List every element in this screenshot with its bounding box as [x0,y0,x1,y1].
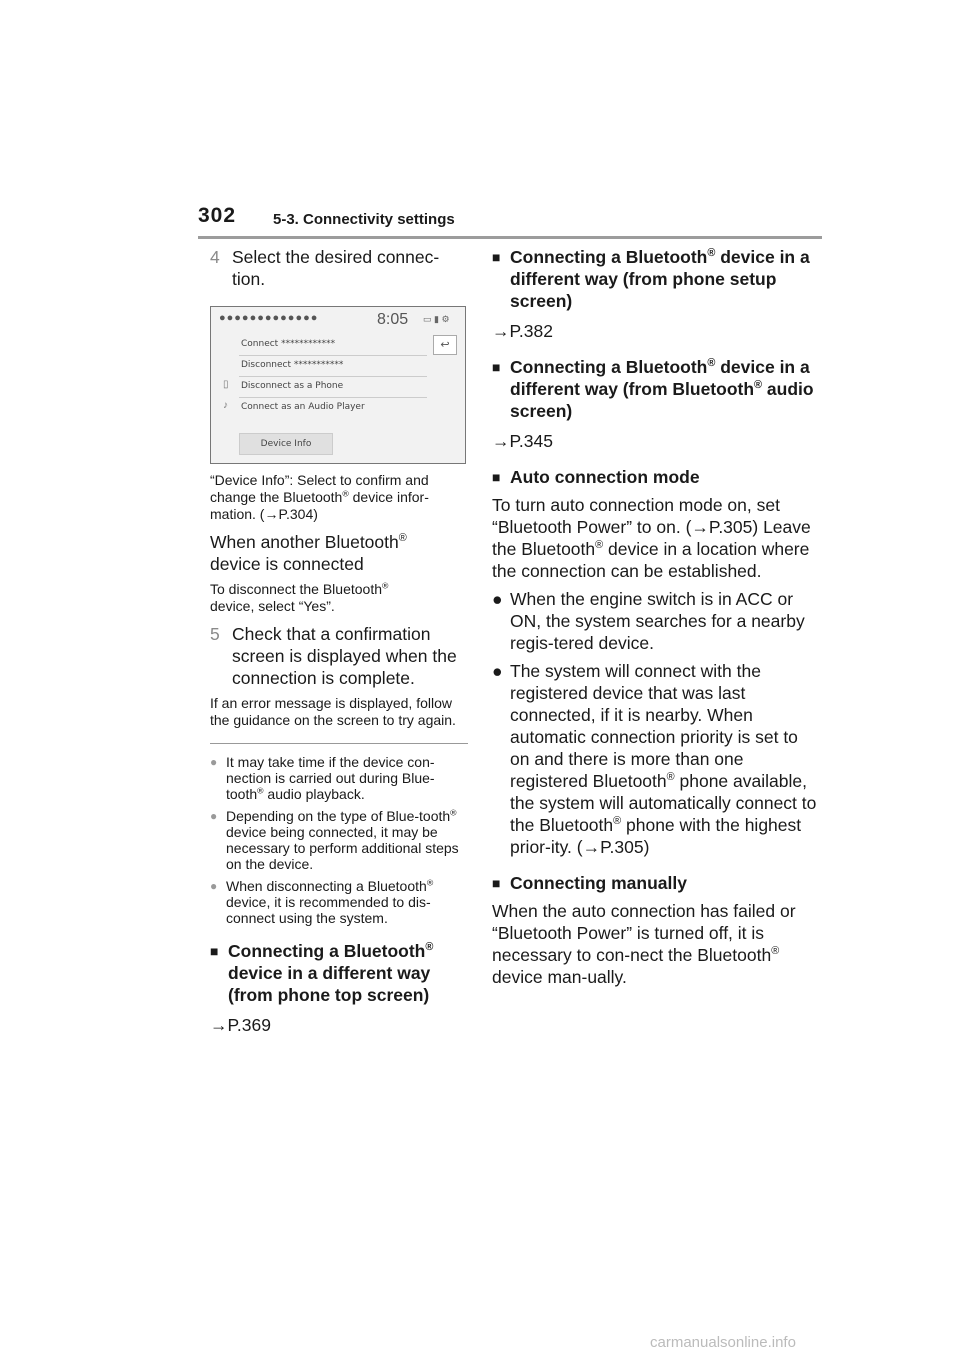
left-column [210,246,468,1046]
screen-status-bar [211,307,465,331]
step-text: Check that a confirmation screen is displayed when the connection is complete. [232,624,457,688]
square-bullet-icon: ■ [492,469,501,485]
back-icon[interactable]: ↩ [433,335,457,355]
divider [210,743,468,744]
device-screen-image [210,306,466,464]
square-bullet-icon: ■ [492,249,501,265]
screen-row-connect-audio[interactable]: Connect as an Audio Player [241,402,365,412]
note-item: ● Depending on the type of Blue-tooth® device being connected, it may be necessary to perform additional steps on the device. [210,807,459,872]
heading-phone-top: ■ Connecting a Bluetooth® device in a different way (from phone top screen) [210,941,434,1005]
when-another-heading: When another Bluetooth® device is connected [210,532,407,574]
divider [239,397,427,398]
list-item: ● When the engine switch is in ACC or ON, the system searches for a nearby regis-tered device. [492,589,805,653]
status-icons: ▭ ▮ ⚙ [423,314,450,324]
screen-clock: 8:05 [377,311,409,328]
step-number: 4 [210,247,220,267]
heading-auto: ■ Auto connection mode [492,467,700,487]
step-text: Select the desired connec-tion. [232,247,440,289]
note-item: ● When disconnecting a Bluetooth® device, it is recommended to dis-connect using the system. [210,877,434,926]
phone-icon: ▯ [223,379,229,390]
note-item: ● It may take time if the device con-nection is carried out during Blue-tooth® audio playback. [210,754,435,802]
device-name-masked: ●●●●●●●●●●●●● [219,312,319,324]
right-column [492,246,822,994]
page-reference-link[interactable]: →P.382 [492,321,553,341]
list-item: ● The system will connect with the registered device that was last connected, if it is nearby. When automatic connection priority is set to on and there is more than one registered Bluetooth® phone available, the system will automatically connect to the Bluetooth® phone with the highest prior-ity. (→P.305) [492,661,817,857]
step-number: 5 [210,624,220,644]
square-bullet-icon: ■ [492,875,501,891]
heading-audio: ■ Connecting a Bluetooth® device in a different way (from Bluetooth® audio screen) [492,357,814,421]
step-5 [210,623,468,689]
bullet-icon: ● [492,589,503,609]
square-bullet-icon: ■ [492,359,501,375]
bullet-icon: ● [210,809,218,823]
divider [239,355,427,356]
bullet-icon: ● [492,661,503,681]
screen-row-connect[interactable]: Connect ************ [241,339,336,349]
device-info-caption: “Device Info”: Select to confirm and change the Bluetooth® device infor-mation. (→P.304) [210,472,429,522]
bullet-icon: ● [210,755,218,769]
step-4 [210,246,468,290]
watermark: carmanualsonline.info [650,1334,796,1351]
audio-icon: ♪ [223,400,228,411]
auto-paragraph: To turn auto connection mode on, set “Bluetooth Power” to on. (→P.305) Leave the Bluetooth® device in a location where the connection can be established. [492,495,811,581]
page-reference-link[interactable]: →P.369 [210,1015,271,1035]
screen-row-disconnect-phone[interactable]: Disconnect as a Phone [241,381,344,391]
divider [239,376,427,377]
square-bullet-icon: ■ [210,943,219,959]
page-number: 302 [198,204,237,227]
heading-phone-setup: ■ Connecting a Bluetooth® device in a different way (from phone setup screen) [492,247,810,311]
section-title: 5-3. Connectivity settings [273,211,455,228]
device-info-button[interactable]: Device Info [239,433,333,455]
manual-paragraph: When the auto connection has failed or “Bluetooth Power” is turned off, it is necessary to con-nect the Bluetooth® device man-ually. [492,901,796,987]
screen-row-disconnect[interactable]: Disconnect *********** [241,360,344,370]
bullet-icon: ● [210,879,218,893]
page-header [198,202,822,239]
disconnect-instruction: To disconnect the Bluetooth® device, select “Yes”. [210,580,389,614]
error-note: If an error message is displayed, follow the guidance on the screen to try again. [210,695,456,728]
page-reference-link[interactable]: →P.345 [492,431,553,451]
heading-manual: ■ Connecting manually [492,873,687,893]
